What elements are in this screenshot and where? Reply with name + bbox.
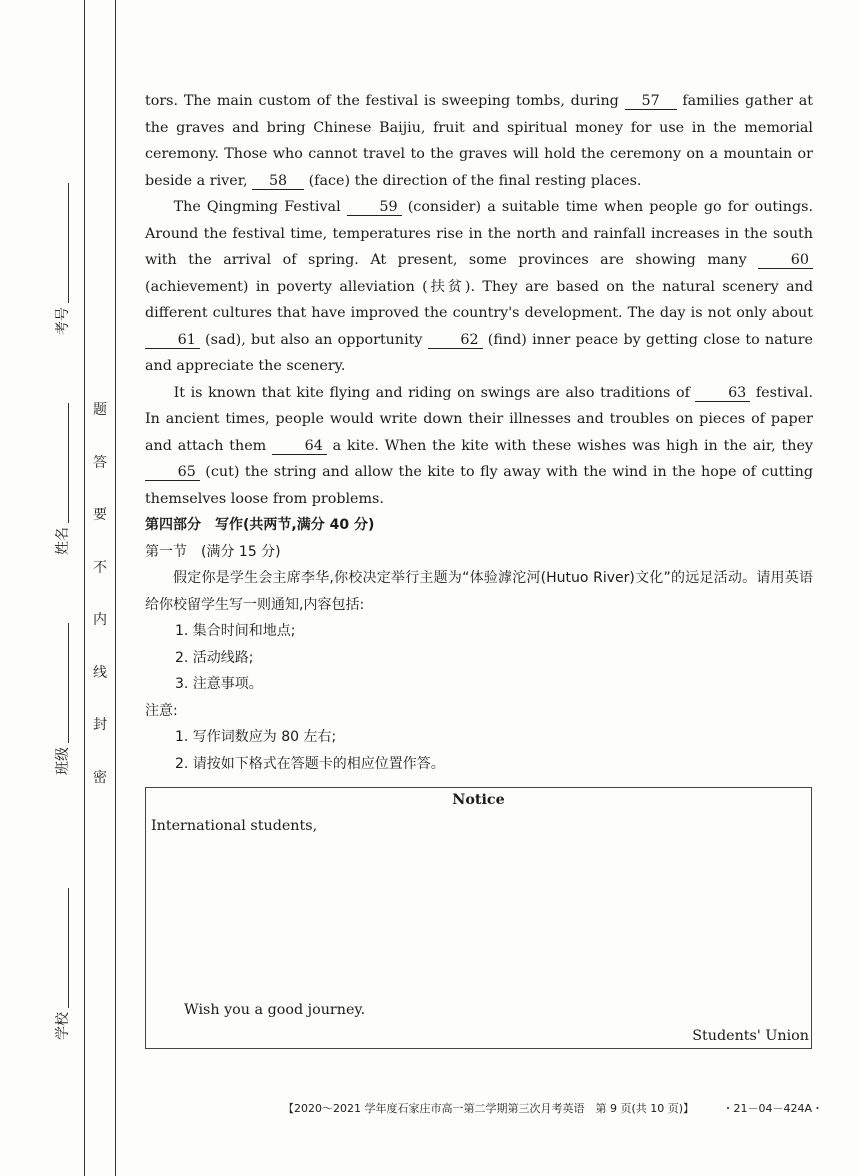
blank-57[interactable]: 57 [625, 93, 677, 110]
blank-61[interactable]: 61 [145, 332, 200, 349]
school-field[interactable] [52, 888, 72, 1040]
exam-number-label: 考号 [55, 307, 71, 335]
notice-title: Notice [452, 792, 505, 808]
footer-exam-info: 【2020～2021 学年度石家庄市高一第二学期第三次月考英语 第 9 页(共 10 页)】 [283, 1102, 695, 1115]
class-field[interactable] [52, 623, 72, 775]
note-item: 1. 写作词数应为 80 左右; [175, 729, 337, 745]
notice-answer-box[interactable] [145, 787, 812, 1049]
text: (face) the direction of the final resting places. [304, 172, 642, 189]
requirement-item: 1. 集合时间和地点; [175, 623, 296, 639]
binding-line-outer [84, 0, 85, 1176]
notice-signature: Students' Union [692, 1028, 809, 1044]
requirement-item: 2. 活动线路; [175, 649, 254, 666]
passage-paragraph-2 [145, 194, 813, 380]
footer-code: ・21－04－424A・ [722, 1102, 823, 1115]
binding-line-inner [115, 0, 116, 1176]
blank-60[interactable]: 60 [758, 252, 813, 269]
seal-char: 不 [93, 559, 107, 576]
blank-63[interactable]: 63 [695, 385, 750, 402]
notice-closing: Wish you a good journey. [184, 1002, 366, 1018]
text: (cut) the string and allow the kite to fly away with the wind in the hope of cutting themselves loose from problems. [145, 464, 813, 507]
school-label: 学校 [55, 1012, 71, 1040]
passage-paragraph-3 [145, 380, 813, 513]
blank-65[interactable]: 65 [145, 464, 200, 481]
page-footer [283, 1100, 823, 1116]
text: The Qingming Festival [173, 199, 347, 215]
notice-greeting: International students, [151, 818, 318, 834]
blank-64[interactable]: 64 [272, 438, 327, 455]
text: a kite. When the kite with these wishes was high in the air, they [326, 437, 813, 454]
seal-char: 线 [93, 664, 107, 681]
text: tors. The main custom of the festival is sweeping tombs, during [145, 93, 625, 109]
note-item: 2. 请按如下格式在答题卡的相应位置作答。 [175, 755, 445, 772]
text: families gather at the graves and bring Chinese Baijiu, fruit and spiritual money for use in the memorial ceremony. Those who cannot travel to the graves will hold the ceremony on a mountain or beside a river, [145, 93, 814, 189]
seal-char: 封 [93, 717, 107, 733]
text: (find) inner peace by getting close to nature and appreciate the scenery. [145, 331, 813, 374]
name-label: 姓名 [55, 527, 71, 555]
main-content [145, 88, 813, 777]
seal-char: 答 [93, 454, 107, 471]
text: (achievement) in poverty alleviation (扶贫). They are based on the natural scenery and different cultures that have improved the country's development. The day is not only about [145, 278, 813, 321]
seal-char: 要 [93, 507, 107, 523]
section-title: 第一节 (满分 15 分) [145, 543, 281, 560]
name-line [56, 403, 69, 523]
class-line [56, 623, 69, 743]
exam-number-field[interactable] [52, 183, 72, 335]
writing-prompt: 假定你是学生会主席李华,你校决定举行主题为“体验滹沱河(Hutuo River)文化”的远足活动。请用英语给你校留学生写一则通知,内容包括: [145, 570, 813, 613]
text: It is known that kite flying and riding on swings are also traditions of [173, 384, 696, 401]
requirement-item: 3. 注意事项。 [175, 676, 263, 692]
note-label: 注意: [145, 702, 178, 719]
blank-62[interactable]: 62 [428, 332, 483, 349]
passage-paragraph-1 [145, 88, 813, 194]
text: (sad), but also an opportunity [199, 331, 428, 348]
seal-char: 内 [93, 612, 107, 628]
blank-59[interactable]: 59 [347, 199, 402, 216]
class-label: 班级 [55, 747, 71, 775]
text: festival. In ancient times, people would write down their illnesses and troubles on pieces of paper and attach them [145, 384, 814, 454]
seal-char: 题 [93, 402, 107, 418]
seal-line-text [88, 398, 112, 818]
exam-number-line [56, 183, 69, 303]
school-line [56, 888, 69, 1008]
name-field[interactable] [52, 403, 72, 555]
blank-58[interactable]: 58 [252, 173, 304, 190]
seal-char: 密 [93, 769, 107, 786]
text: (consider) a suitable time when people go for outings. Around the festival time, temperatures rise in the north and rainfall increases in the south with the arrival of spring. At present, some provinces are showing many [145, 199, 813, 268]
part-title: 第四部分 写作(共两节,满分 40 分) [145, 517, 375, 533]
